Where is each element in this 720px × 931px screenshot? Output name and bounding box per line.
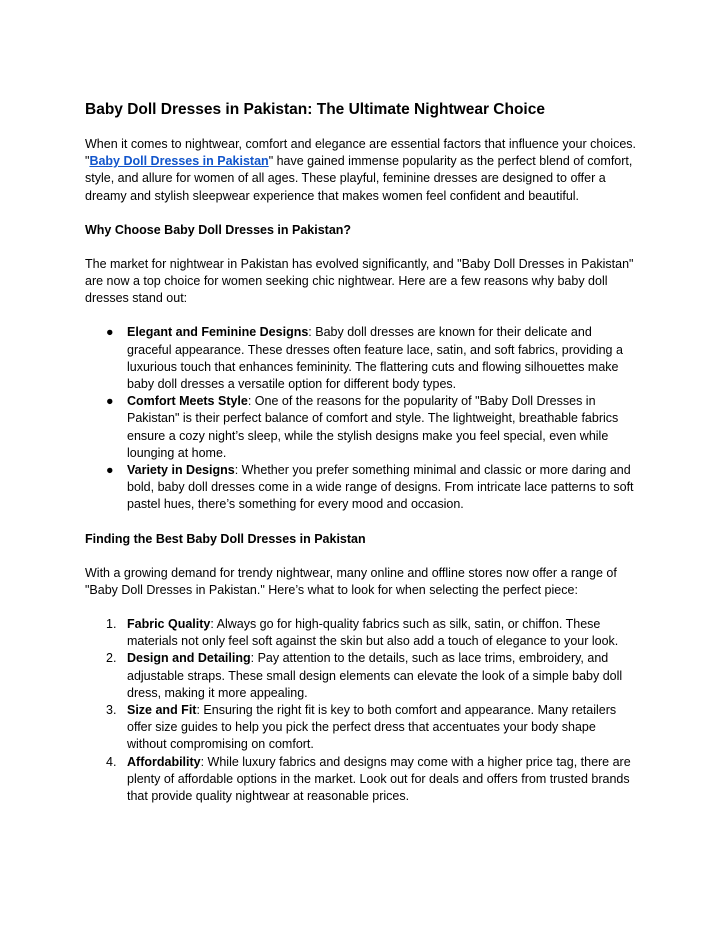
page-title: Baby Doll Dresses in Pakistan: The Ultimate Nightwear Choice: [85, 101, 545, 118]
list-item-term: Variety in Designs: [127, 463, 235, 478]
list-item-text: : While luxury fabrics and designs may come with a higher price tag, there are plenty of affordable options in the market. Look out for deals and offers from trusted brands that provide quality nightwear at reasonable prices.: [127, 754, 631, 804]
list-number: 3.: [106, 703, 117, 718]
bullet-icon: ●: [106, 463, 114, 478]
intro-text-after: " have gained immense popularity as the perfect blend of comfort, style, and allure for women of all ages. These playful, feminine dresses are designed to offer a dreamy and stylish sleepwear experience that makes women feel confident and beautiful.: [85, 154, 633, 203]
list-item-text: : Baby doll dresses are known for their delicate and graceful appearance. These dresses often feature lace, satin, and soft fabrics, providing a luxurious touch that enhances femininity. The flattering cuts and flowing silhouettes make baby doll dresses a versatile option for different body types.: [127, 325, 623, 392]
list-item: [106, 393, 638, 462]
list-item-term: Size and Fit: [127, 703, 197, 718]
list-item-term: Affordability: [127, 754, 201, 769]
bullet-icon: ●: [106, 394, 114, 409]
intro-paragraph: [85, 136, 638, 205]
list-number: 1.: [106, 617, 117, 632]
list-item: [106, 702, 638, 754]
bullet-icon: ●: [106, 325, 114, 340]
list-item-text: : One of the reasons for the popularity of "Baby Doll Dresses in Pakistan" is their perfect balance of comfort and style. The lightweight, breathable fabrics ensure a cozy night’s sleep, while the stylish designs make you feel special, even while lounging at home.: [127, 394, 619, 460]
list-number: 2.: [106, 651, 117, 666]
list-item-term: Elegant and Feminine Designs: [127, 325, 309, 340]
section-paragraph-finding-best: With a growing demand for trendy nightwear, many online and offline stores now offer a range of "Baby Doll Dresses in Pakistan." Here’s what to look for when selecting the perfect piece:: [85, 565, 617, 597]
list-number: 4.: [106, 754, 117, 769]
list-item-term: Comfort Meets Style: [127, 394, 248, 409]
intro-text-before: When it comes to nightwear, comfort and elegance are essential factors that influence your choices. ": [85, 137, 636, 169]
list-item-term: Design and Detailing: [127, 651, 251, 666]
list-item: [106, 650, 638, 702]
baby-doll-dresses-link[interactable]: Baby Doll Dresses in Pakistan: [89, 154, 269, 169]
section-paragraph-why-choose: The market for nightwear in Pakistan has evolved significantly, and "Baby Doll Dresses in Pakistan" are now a top choice for women seeking chic nightwear. Here are a few reasons why baby doll dresses stand out:: [85, 256, 634, 306]
reasons-list: [85, 324, 638, 513]
list-item-text: : Ensuring the right fit is key to both comfort and appearance. Many retailers offer size guides to help you pick the perfect dress that accentuates your body shape without compromising on comfort.: [127, 703, 617, 752]
list-item-term: Fabric Quality: [127, 617, 211, 632]
list-item: [106, 462, 638, 514]
section-heading-finding-best: Finding the Best Baby Doll Dresses in Pakistan: [85, 531, 366, 546]
list-item-text: : Pay attention to the details, such as lace trims, embroidery, and adjustable straps. These small design elements can elevate the look of a simple baby doll dress, making it more appealing.: [127, 651, 623, 700]
section-heading-why-choose: Why Choose Baby Doll Dresses in Pakistan?: [85, 222, 352, 237]
list-item-text: : Always go for high-quality fabrics such as silk, satin, or chiffon. These materials not only feel soft against the skin but also add a touch of elegance to your look.: [127, 617, 619, 649]
list-item: [106, 754, 638, 806]
list-item-text: : Whether you prefer something minimal and classic or more daring and bold, baby doll dresses come in a wide range of designs. From intricate lace patterns to soft pastel hues, there’s something for every mood and occasion.: [127, 463, 634, 512]
list-item: [106, 324, 638, 393]
list-item: [106, 616, 638, 650]
tips-list: [85, 616, 638, 805]
